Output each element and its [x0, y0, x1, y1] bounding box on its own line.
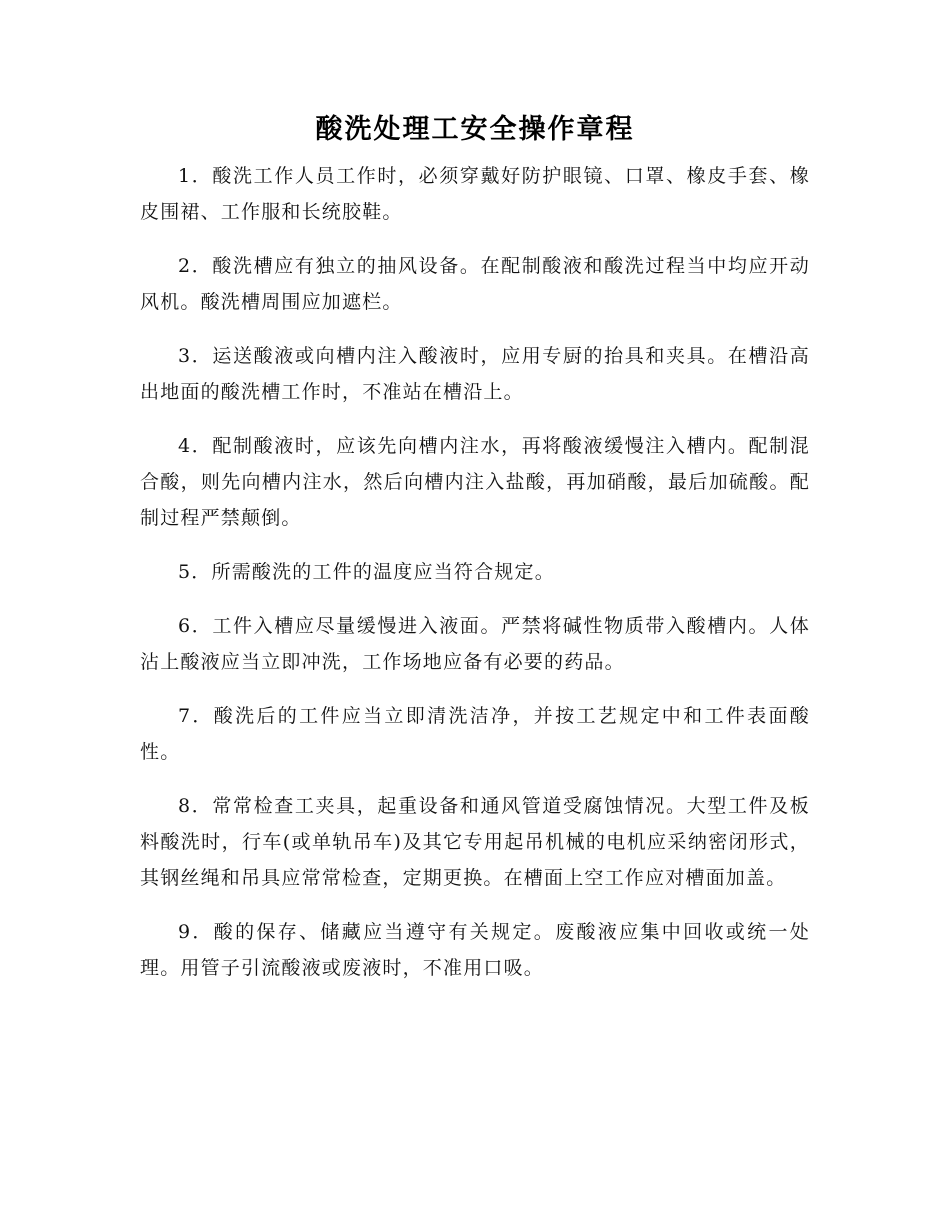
clause-2: 2．酸洗槽应有独立的抽风设备。在配制酸液和酸洗过程当中均应开动风机。酸洗槽周围应加遮栏。 — [140, 255, 810, 313]
document-title: 酸洗处理工安全操作章程 — [315, 114, 635, 145]
clause-7: 7．酸洗后的工件应当立即清洗洁净，并按工艺规定中和工件表面酸性。 — [140, 705, 810, 763]
clause-1: 1．酸洗工作人员工作时，必须穿戴好防护眼镜、口罩、橡皮手套、橡皮围裙、工作服和长统胶鞋。 — [140, 165, 810, 223]
clause-8: 8．常常检查工夹具，起重设备和通风管道受腐蚀情况。大型工件及板料酸洗时，行车(或单轨吊车)及其它专用起吊机械的电机应采纳密闭形式，其钢丝绳和吊具应常常检查，定期更换。在槽面上空工作应对槽面加盖。 — [140, 795, 810, 889]
clause-6: 6．工件入槽应尽量缓慢进入液面。严禁将碱性物质带入酸槽内。人体沾上酸液应当立即冲洗，工作场地应备有必要的药品。 — [140, 615, 810, 673]
clause-list — [140, 158, 810, 986]
clause-4: 4．配制酸液时，应该先向槽内注水，再将酸液缓慢注入槽内。配制混合酸，则先向槽内注水，然后向槽内注入盐酸，再加硝酸，最后加硫酸。配制过程严禁颠倒。 — [140, 435, 810, 529]
clause-3: 3．运送酸液或向槽内注入酸液时，应用专厨的抬具和夹具。在槽沿高出地面的酸洗槽工作时，不准站在槽沿上。 — [140, 345, 810, 403]
clause-9: 9．酸的保存、储藏应当遵守有关规定。废酸液应集中回收或统一处理。用管子引流酸液或废液时，不准用口吸。 — [140, 921, 810, 979]
clause-5: 5．所需酸洗的工件的温度应当符合规定。 — [178, 561, 555, 583]
